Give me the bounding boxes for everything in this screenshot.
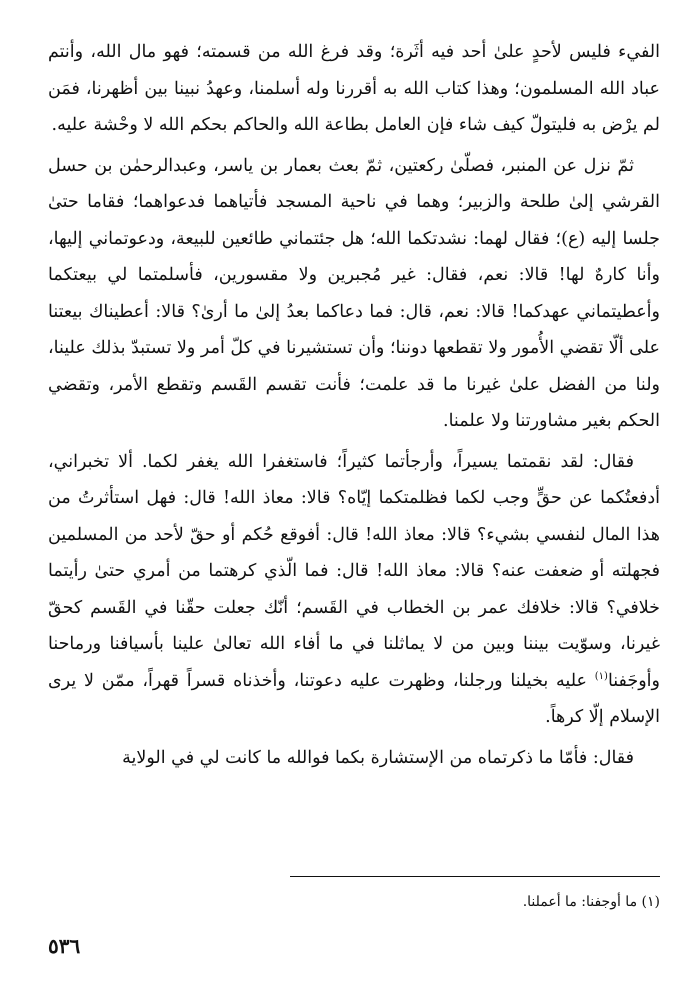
paragraph-4: فقال: فأمّا ما ذكرتماه من الإستشارة بكما فوالله ما كانت لي في الولاية: [122, 747, 634, 768]
paragraph-1: الفيء فليس لأحدٍ علىٰ أحد فيه أثَرة؛ وقد فرغ الله من قسمته؛ فهو مال الله، وأنتم عباد الله المسلمون؛ وهذا كتاب الله به أقررنا وله أسلمنا، وعهدُ نبينا بين أظهرنا، فمَن لم يرْض به فليتولّ كيف شاء فإن العامل بطاعة الله والحاكم بحكم الله لا وحْشة عليه.: [48, 42, 660, 135]
page-number: ٥٣٦: [48, 934, 81, 958]
footnote-reference: (١): [594, 670, 608, 682]
paragraph-3-text: فقال: لقد نقمتما يسيراً، وأرجأتما كثيراً؛ فاستغفرا الله يغفر لكما. ألا تخبراني، أدفعتُكما عن حقٍّ وجب لكما فظلمتكما إيّاه؟ قالا: معاذ الله! قال: فهل استأثرتُ من هذا المال لنفسي بشيء؟ قالا: معاذ الله! قال: أفوقع حُكم أو حقّ لأحد من المسلمين فجهلته أو ضعفت عنه؟ قالا: معاذ الله! قال: فما الّذي كرهتما من أمري حتىٰ رأيتما خلافي؟ قالا: خلافك عمر بن الخطاب في القَسم؛ أنّك جعلت حقّنا في القَسم كحقّ غيرنا، وسوّيت بيننا وبين من لا يماثلنا في ما أفاء الله تعالىٰ علينا بأسيافنا ورماحنا وأوجَفنا: [48, 451, 660, 691]
paragraph-3: [48, 444, 660, 736]
page-body: [48, 34, 660, 776]
footnote: (١) ما أوجفنا: ما أعملنا.: [522, 894, 660, 910]
footnote-divider: [290, 876, 660, 877]
paragraph-3-text-continued: عليه بخيلنا ورجلنا، وظهرت عليه دعوتنا، وأخذناه قسراً قهراً، ممّن لا يرى الإسلام إلّا كرهاً.: [48, 670, 660, 727]
paragraph-2: ثمّ نزل عن المنبر، فصلّىٰ ركعتين، ثمّ بعث بعمار بن ياسر، وعبدالرحمٰن بن حسل القرشي إلىٰ طلحة والزبير؛ وهما في ناحية المسجد فأتياهما فدعواهما؛ فقاما حتىٰ جلسا إليه (ع)؛ فقال لهما: نشدتكما الله؛ هل جئتماني طائعين للبيعة، ودعوتماني إليها، وأنا كارهٌ لها! قالا: نعم، فقال: غير مُجبرين ولا مقسورين، فأسلمتما لي بيعتكما وأعطيتماني عهدكما! قالا: نعم، قال: فما دعاكما بعدُ إلىٰ ما أرىٰ؟ قالا: أعطيناك بيعتنا على ألّا تقضي الأُمور ولا تقطعها دوننا؛ وأن تستشيرنا في كلّ أمر ولا تستبدّ بذلك علينا، ولنا من الفضل علىٰ غيرنا ما قد علمت؛ فأنت تقسم القَسم وتقطع الأمر، وتقضي الحكم بغير مشاورتنا ولا علمنا.: [48, 155, 660, 431]
